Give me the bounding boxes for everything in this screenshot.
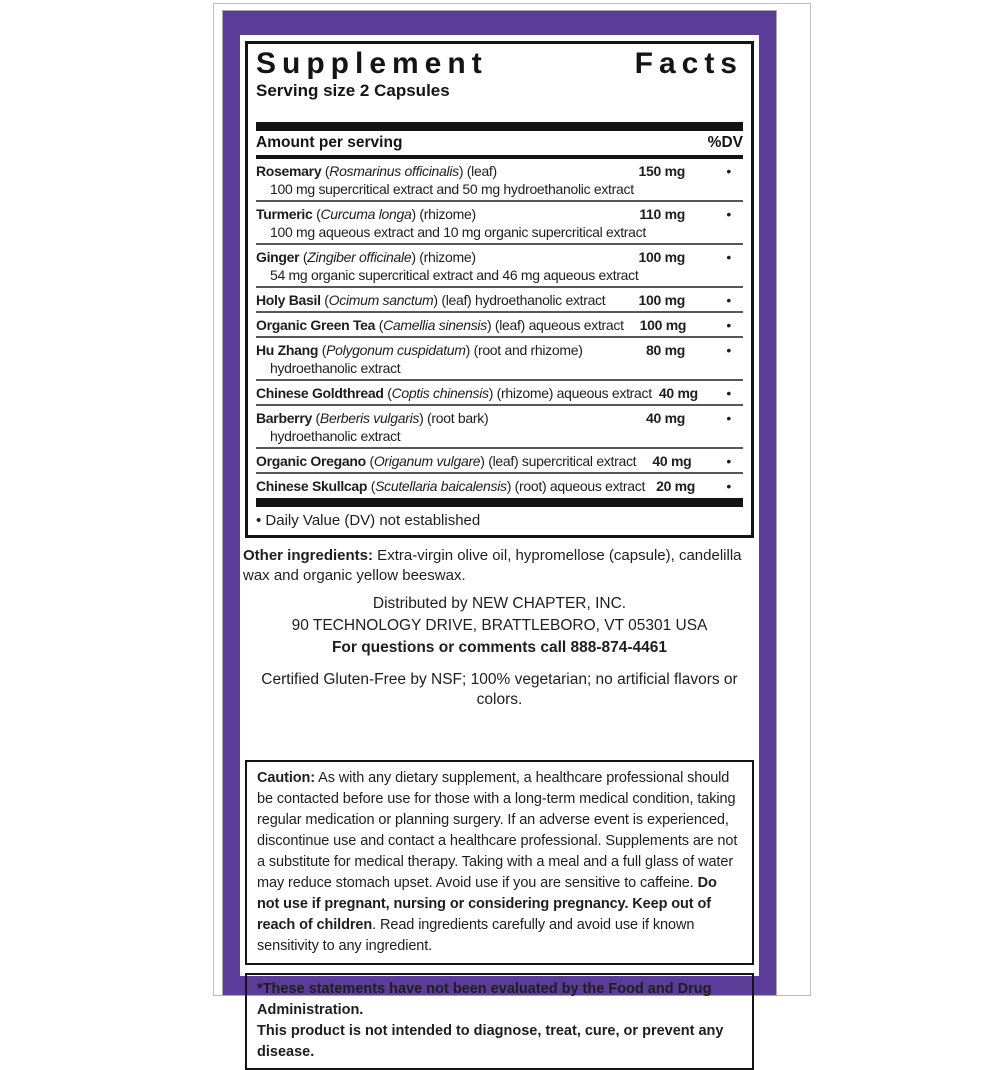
panel-title-word2: Facts bbox=[634, 47, 743, 80]
fda-disclaimer-box bbox=[245, 973, 754, 1070]
ingredient-amount: 100 mg bbox=[638, 248, 685, 265]
ingredient-row bbox=[256, 472, 743, 497]
ingredient-name: Organic Green Tea (Camellia sinensis) (leaf) aqueous extract bbox=[256, 316, 624, 333]
ingredient-dv-bullet: • bbox=[726, 248, 731, 265]
ingredient-subtext: 100 mg aqueous extract and 10 mg organic supercritical extract bbox=[270, 223, 646, 240]
ingredient-name: Holy Basil (Ocimum sanctum) (leaf) hydroethanolic extract bbox=[256, 291, 606, 308]
fda-disclaimer-line2: This product is not intended to diagnose, treat, cure, or prevent any disease. bbox=[257, 1022, 724, 1060]
ingredient-dv-bullet: • bbox=[726, 384, 731, 401]
panel-title bbox=[256, 48, 743, 80]
panel-title-word1: Supplement bbox=[256, 47, 488, 80]
ingredient-amount: 40 mg bbox=[652, 452, 692, 469]
distribution-block bbox=[240, 593, 759, 659]
caution-text-2: . Read ingredients carefully and avoid use if known sensitivity to any ingredient. bbox=[257, 916, 695, 954]
ingredient-amount: 20 mg bbox=[656, 477, 696, 494]
ingredient-dv-bullet: • bbox=[726, 452, 731, 469]
caution-text-1: As with any dietary supplement, a healthcare professional should be contacted before use for those with a long-term medical condition, taking regular medication or planning surgery. If an adverse event is experienced, discontinue use and contact a healthcare professional. Supplements are not a substitute for medical therapy. Taking with a meal and a full glass of water may reduce stomach upset. Avoid use if you are sensitive to caffeine. bbox=[257, 769, 738, 891]
ingredient-dv-bullet: • bbox=[726, 205, 731, 222]
ingredient-name: Chinese Skullcap (Scutellaria baicalensis) (root) aqueous extract bbox=[256, 477, 646, 494]
address-line: 90 TECHNOLOGY DRIVE, BRATTLEBORO, VT 05301 USA bbox=[291, 616, 708, 634]
ingredient-row bbox=[256, 200, 743, 243]
ingredient-row bbox=[256, 336, 743, 379]
phone-line: For questions or comments call 888-874-4461 bbox=[331, 638, 668, 656]
ingredient-subtext: 100 mg supercritical extract and 50 mg hydroethanolic extract bbox=[270, 180, 634, 197]
serving-size: Serving size 2 Capsules bbox=[256, 80, 450, 100]
label-border bbox=[222, 10, 777, 1060]
ingredient-amount: 150 mg bbox=[638, 162, 685, 179]
ingredient-amount: 40 mg bbox=[658, 384, 698, 401]
caution-box bbox=[245, 760, 754, 965]
ingredient-dv-bullet: • bbox=[726, 291, 731, 308]
caution-label: Caution: bbox=[257, 769, 315, 786]
ingredient-dv-bullet: • bbox=[726, 477, 731, 494]
ingredient-dv-bullet: • bbox=[726, 341, 731, 358]
ingredient-name: Ginger (Zingiber officinale) (rhizome) bbox=[256, 248, 476, 265]
dv-footnote: • Daily Value (DV) not established bbox=[256, 511, 481, 529]
ingredient-name: Barberry (Berberis vulgaris) (root bark) bbox=[256, 409, 489, 426]
divider-thick-bottom bbox=[256, 498, 743, 507]
column-header-row bbox=[256, 131, 743, 155]
fda-disclaimer-line1: *These statements have not been evaluated by the Food and Drug Administration. bbox=[257, 980, 712, 1018]
ingredient-name: Hu Zhang (Polygonum cuspidatum) (root and rhizome) bbox=[256, 341, 583, 358]
divider-thick-top bbox=[256, 122, 743, 131]
ingredient-rows bbox=[256, 159, 743, 497]
ingredient-dv-bullet: • bbox=[726, 316, 731, 333]
ingredient-subtext: hydroethanolic extract bbox=[270, 359, 401, 376]
distributed-by-line: Distributed by NEW CHAPTER, INC. bbox=[372, 594, 627, 612]
supplement-facts-panel bbox=[245, 41, 754, 538]
ingredient-row bbox=[256, 447, 743, 472]
column-header-amount: Amount per serving bbox=[256, 133, 403, 151]
ingredient-row bbox=[256, 286, 743, 311]
ingredient-dv-bullet: • bbox=[726, 409, 731, 426]
ingredient-subtext: hydroethanolic extract bbox=[270, 427, 401, 444]
ingredient-name: Rosemary (Rosmarinus officinalis) (leaf) bbox=[256, 162, 497, 179]
ingredient-row bbox=[256, 243, 743, 286]
certification-line: Certified Gluten-Free by NSF; 100% vegetarian; no artificial flavors or colors. bbox=[261, 670, 738, 708]
ingredient-dv-bullet: • bbox=[726, 162, 731, 179]
ingredient-amount: 100 mg bbox=[639, 316, 687, 333]
ingredient-row bbox=[256, 159, 743, 200]
ingredient-amount: 100 mg bbox=[638, 291, 685, 308]
supplement-label bbox=[240, 35, 759, 1060]
ingredient-name: Chinese Goldthread (Coptis chinensis) (rhizome) aqueous extract bbox=[256, 384, 652, 401]
ingredient-row bbox=[256, 404, 743, 447]
other-ingredients-label: Other ingredients: bbox=[243, 546, 374, 564]
ingredient-name: Organic Oregano (Origanum vulgare) (leaf) supercritical extract bbox=[256, 452, 637, 469]
ingredient-amount: 80 mg bbox=[646, 341, 685, 358]
caution-bold-text: Do not use if pregnant, nursing or considering pregnancy. Keep out of reach of children bbox=[257, 874, 717, 933]
ingredient-name: Turmeric (Curcuma longa) (rhizome) bbox=[256, 205, 476, 222]
ingredient-amount: 110 mg bbox=[639, 205, 685, 222]
ingredient-subtext: 54 mg organic supercritical extract and 46 mg aqueous extract bbox=[270, 266, 639, 283]
other-ingredients bbox=[243, 546, 756, 586]
column-header-dv: %DV bbox=[707, 133, 743, 151]
ingredient-row bbox=[256, 379, 743, 404]
ingredient-row bbox=[256, 311, 743, 336]
other-ingredients-text: Extra-virgin olive oil, hypromellose (capsule), candelilla wax and organic yellow beeswax. bbox=[243, 546, 742, 584]
ingredient-amount: 40 mg bbox=[646, 409, 685, 426]
